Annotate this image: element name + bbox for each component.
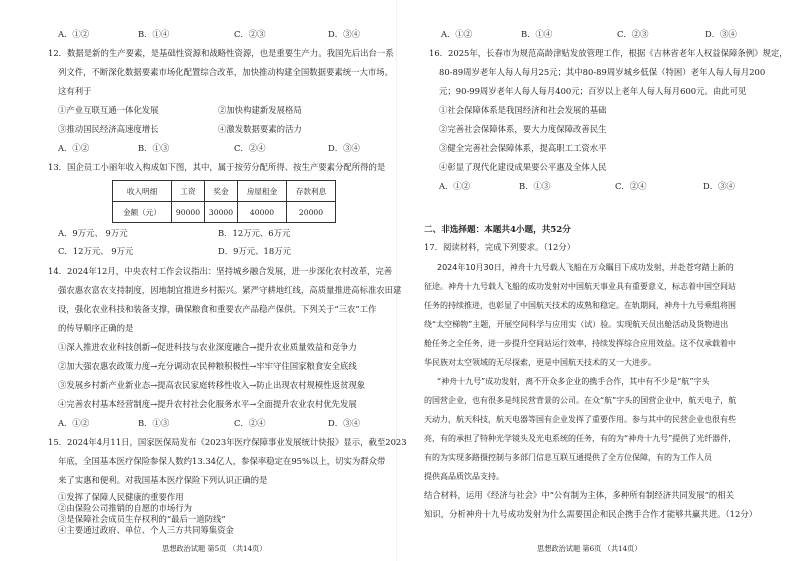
option-c: C．②④ (234, 143, 266, 153)
table-cell: 存款利息 (287, 181, 336, 202)
option-d: D．③④ (328, 418, 360, 428)
q15-item-2: ②由保险公司推销的自愿的市场行为 (58, 503, 192, 513)
option-b: B．①③ (519, 181, 551, 191)
exam-page-6 (397, 0, 794, 561)
q17-material-line: 2024年10月30日，神舟十九号载人飞船在万众瞩目下成功发射，并赴苍穹踏上新的 (437, 263, 734, 272)
q17-material-line: 提供高品质饮品支持。 (424, 472, 504, 481)
page-footer: 思想政治试题 第6页 （共14页） (537, 544, 642, 553)
option-b: B．①③ (138, 143, 170, 153)
q13-option-a: A．9万元、 9万元 (58, 228, 128, 238)
table-cell: 奖金 (205, 181, 238, 202)
q17-material-line: 任务的持续推进，也彰显了中国航天技术的成熟和稳定。在轨期间，神舟十九号乘组将围 (424, 301, 736, 310)
q15-item-3: ③是保障社会成员生存权利的“最后一道防线” (58, 514, 226, 524)
q12-item-4: ④激发数据要素的活力 (218, 124, 302, 134)
q14-chain-1: ①深入推进农业科技创新→促进科技与农业深度融合→提升农业质量效益和竞争力 (58, 342, 357, 352)
q17-material-line: 绕“太空梯物”主题，开展空间科学与应用实（试）验。实现航天员出舱活动及货物进出 (424, 320, 729, 329)
q13-stem: 13．国企员工小丽年收入构成如下图，其中，属于按劳分配所得、按生产要素分配所得的是 (48, 162, 386, 172)
option-c: C．②④ (615, 181, 647, 191)
q12-stem-line-2: 列文件，不断深化数据要素市场化配置综合改革，加快推动构建全国数据要素统一大市场。 (58, 67, 393, 77)
q16-item-2: ②完善社会保障体系，要大力度保障改善民生 (439, 124, 607, 134)
option-b: B．①③ (138, 418, 170, 428)
option-d: D．③④ (328, 143, 360, 153)
option-d: D．③④ (703, 181, 735, 191)
q13-option-c: C．12万元、 9万元 (58, 246, 134, 256)
table-cell: 房屋租金 (238, 181, 287, 202)
q12-item-3: ③推动国民经济高速度增长 (58, 124, 159, 134)
table-cell: 40000 (238, 202, 287, 223)
option-a: A．①② (58, 418, 90, 428)
option-a: A．①② (58, 29, 90, 39)
table-cell: 收入明细 (113, 181, 172, 202)
q13-option-b: B．12万元、6万元 (218, 228, 291, 238)
q15-line-1: 15．2024年4月11日，国家医保局发布《2023年医疗保障事业发展统计快报》显示，截至2023 (48, 437, 407, 447)
option-c: C．②③ (234, 29, 266, 39)
q17-material-line: 亮，有的承担了特种光学镜头及光电系统的任务，有的为“神舟十九号”提供了光纤器件， (424, 434, 737, 443)
q12-item-1: ①产业互联互通一体化发展 (58, 105, 159, 115)
q14-line-2: 强农惠农富农支持制度，因地制宜推进乡村振兴。紧严守耕地红线，高质量推进高标准农田建 (58, 285, 402, 295)
table-cell: 金额（元） (113, 202, 172, 223)
table-cell: 90000 (172, 202, 205, 223)
q14-line-1: 14．2024年12月，中央农村工作会议指出：坚持城乡融合发展，进一步深化农村改革，完善 (48, 266, 393, 276)
option-b: B．①④ (138, 29, 170, 39)
page-footer: 思想政治试题 第5页 （共14页） (162, 544, 267, 553)
option-b: B．①④ (521, 29, 553, 39)
q17-material-line: 华民族对太空领域的无尽探索，更是中国航天技术的又一大进步。 (424, 358, 656, 367)
q12-stem-line-1: 12．数据是新的生产要素，是基础性资源和战略性资源，也是重要生产力。我国先后出台一系 (48, 48, 394, 58)
option-d: D．③④ (705, 29, 737, 39)
q15-line-3: 来了实惠和便利。对我国基本医疗保险下列认识正确的是 (58, 475, 268, 485)
q16-item-4: ④彰显了现代化建设成果要公平惠及全体人民 (439, 162, 607, 172)
q16-line-3: 元；90-99周岁老年人每人每月400元；百岁以上老年人每人每月600元。由此可见 (439, 86, 747, 96)
q17-material-line: 有的为实现多路摄控制与多部门信息互联互通提供了全方位保障，有的为工作人员 (424, 453, 712, 462)
q16-item-3: ③健全完善社会保障体系，提高职工工资水平 (439, 143, 607, 153)
option-a: A．①② (439, 181, 471, 191)
table-cell: 20000 (287, 202, 336, 223)
q15-line-2: 年底，全国基本医疗保险参保人数约13.34亿人，参保率稳定在95%以上，切实为群众带 (58, 456, 386, 466)
q14-chain-4: ④完善农村基本经营制度→提升农村社会化服务水平→全面提升农业农村优先发展 (58, 399, 357, 409)
table-cell: 工资 (172, 181, 205, 202)
q17-material-line: 舱任务之全任务，进一步提升空间站运行效率，持续发挥综合应用效益。这不仅承载着中 (424, 339, 736, 348)
q17-intro: 17．阅读材料，完成下列要求。（12分） (424, 242, 576, 252)
q12-stem-line-3: 这有利于 (58, 86, 92, 96)
q14-line-3: 设，强化农业科技和装备支撑，确保粮食和重要农产品稳产保供。下列关于“三农”工作 (58, 304, 377, 314)
q15-item-1: ①发挥了保障人民健康的重要作用 (58, 492, 184, 502)
q17-question-line-1: 结合材料，运用《经济与社会》中“公有制为主体，多种所有制经济共同发展”的相关 (424, 490, 735, 500)
option-d: D．③④ (328, 29, 360, 39)
q16-line-2: 80-89周岁老年人每人每月25元；其中80-89周岁城乡低保（特困）老年人每人每月200 (439, 67, 766, 77)
q14-chain-3: ③发展乡村新产业新业态→提高农民家庭转移性收入→防止出现农村规模性返贫现象 (58, 380, 366, 390)
q17-material-line: 的国营企业，也有很多是纯民营背景的公司。在众“航”字头的国营企业中，航天电子，航 (424, 396, 737, 405)
section-2-title: 二、非选择题：本题共4小题，共52分 (424, 225, 571, 235)
table-cell: 30000 (205, 202, 238, 223)
q13-option-d: D．9万元、18万元 (218, 246, 291, 256)
table-header-row (113, 181, 336, 202)
income-table (112, 180, 336, 223)
q14-line-4: 的传导顺序正确的是 (58, 323, 134, 333)
q12-item-2: ②加快构建新发展格局 (218, 105, 302, 115)
option-c: C．②④ (234, 418, 266, 428)
option-c: C．②③ (617, 29, 649, 39)
q17-material-line: 天动力，航天科技，航天电器等国有企业发挥了重要作用。参与其中的民营企业也很有些 (424, 415, 736, 424)
q16-line-1: 16．2025年，长春市为规范高龄津贴发放管理工作，根据《吉林省老年人权益保障条例》规定， (429, 48, 788, 58)
q17-material-line: 征途。神舟十九号载人飞船的成功发射对中国航天事业具有重要意义，标志着中国空间站 (424, 282, 736, 291)
q14-chain-2: ②加大强农惠农政策力度→充分调动农民种粮积极性→牢牢守住国家粮食安全底线 (58, 361, 357, 371)
q17-material-line: “神舟十九号”成功发射，离不开众多企业的携手合作，其中有不少是“航”字头 (437, 377, 710, 386)
table-row (113, 202, 336, 223)
q15-item-4: ④主要通过政府、单位、个人三方共同筹集资金 (58, 525, 234, 535)
q17-question-line-2: 知识，分析神舟十九号成功发射为什么需要国企和民企携手合作才能够共赢共进。（12分） (424, 509, 758, 519)
option-a: A．①② (441, 29, 473, 39)
option-a: A．①② (58, 143, 90, 153)
q16-item-1: ①社会保障体系是我国经济和社会发展的基础 (439, 105, 607, 115)
